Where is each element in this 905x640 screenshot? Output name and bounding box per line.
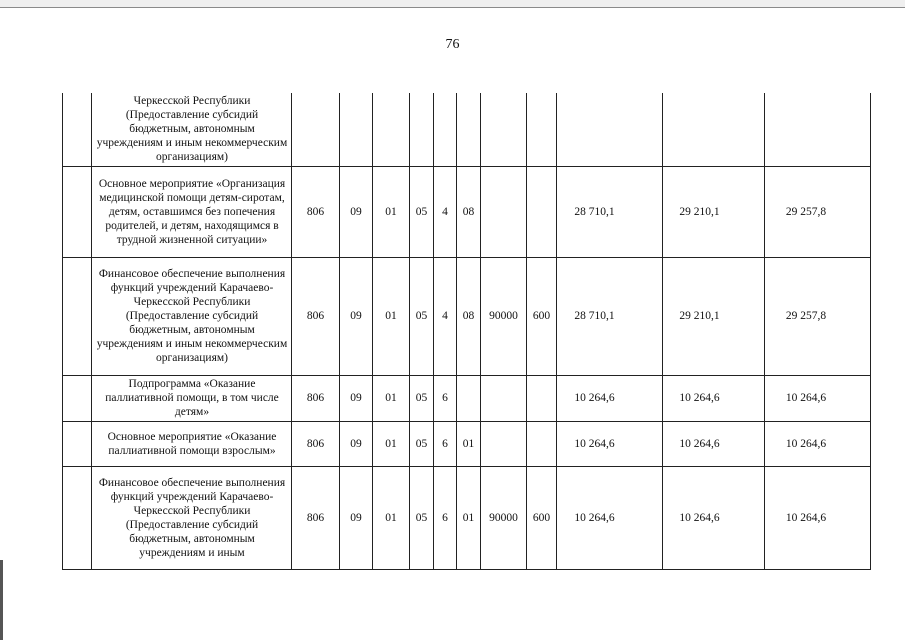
table-row [63, 93, 871, 166]
subsection-cell: 01 [373, 466, 410, 569]
page-number: 76 [445, 37, 460, 52]
subprogram-code-cell: 4 [434, 166, 457, 257]
table-row [63, 421, 871, 466]
row-number-cell [63, 93, 92, 166]
subsection-cell [373, 93, 410, 166]
table-row [63, 257, 871, 375]
ved-cell [292, 93, 340, 166]
section-cell: 09 [340, 466, 373, 569]
direction-code-cell: 90000 [481, 466, 527, 569]
amount-year3-cell: 10 264,6 [765, 466, 871, 569]
amount-year1-cell: 10 264,6 [557, 466, 663, 569]
program-code-cell [410, 93, 434, 166]
program-code-cell: 05 [410, 166, 434, 257]
ved-cell: 806 [292, 166, 340, 257]
subsection-cell: 01 [373, 166, 410, 257]
row-number-cell [63, 166, 92, 257]
row-name-cell: Основное мероприятие «Оказание паллиативной помощи взрослым» [92, 421, 292, 466]
amount-year2-cell: 10 264,6 [663, 466, 765, 569]
expense-type-cell [527, 93, 557, 166]
subprogram-code-cell [434, 93, 457, 166]
activity-code-cell: 08 [457, 257, 481, 375]
amount-year3-cell [765, 93, 871, 166]
subsection-cell: 01 [373, 421, 410, 466]
budget-table [62, 93, 871, 570]
subsection-cell: 01 [373, 375, 410, 421]
amount-year3-cell: 29 257,8 [765, 257, 871, 375]
amount-year2-cell: 10 264,6 [663, 421, 765, 466]
expense-type-cell [527, 375, 557, 421]
ved-cell: 806 [292, 421, 340, 466]
activity-code-cell: 08 [457, 166, 481, 257]
amount-year1-cell: 10 264,6 [557, 375, 663, 421]
ved-cell: 806 [292, 466, 340, 569]
row-name-cell: Финансовое обеспечение выполнения функций учреждений Карачаево-Черкесской Республики (Предоставление субсидий бюджетным, автономным учреждениям и иным некоммерческим организациям) [92, 257, 292, 375]
subprogram-code-cell: 6 [434, 466, 457, 569]
row-name-cell: Подпрограмма «Оказание паллиативной помощи, в том числе детям» [92, 375, 292, 421]
amount-year2-cell [663, 93, 765, 166]
amount-year1-cell [557, 93, 663, 166]
activity-code-cell [457, 93, 481, 166]
scan-top-edge [0, 0, 905, 8]
program-code-cell: 05 [410, 257, 434, 375]
section-cell: 09 [340, 166, 373, 257]
subprogram-code-cell: 6 [434, 421, 457, 466]
table-row [63, 375, 871, 421]
table-row [63, 466, 871, 569]
section-cell [340, 93, 373, 166]
row-number-cell [63, 375, 92, 421]
row-number-cell [63, 257, 92, 375]
amount-year2-cell: 29 210,1 [663, 166, 765, 257]
program-code-cell: 05 [410, 466, 434, 569]
ved-cell: 806 [292, 375, 340, 421]
amount-year1-cell: 10 264,6 [557, 421, 663, 466]
row-number-cell [63, 421, 92, 466]
direction-code-cell [481, 375, 527, 421]
direction-code-cell [481, 93, 527, 166]
subprogram-code-cell: 4 [434, 257, 457, 375]
expense-type-cell: 600 [527, 466, 557, 569]
section-cell: 09 [340, 257, 373, 375]
amount-year2-cell: 29 210,1 [663, 257, 765, 375]
amount-year2-cell: 10 264,6 [663, 375, 765, 421]
row-number-cell [63, 466, 92, 569]
amount-year3-cell: 29 257,8 [765, 166, 871, 257]
activity-code-cell [457, 375, 481, 421]
row-name-cell: Финансовое обеспечение выполнения функций учреждений Карачаево-Черкесской Республики (Предоставление субсидий бюджетным, автономным учреждениям и иным [92, 466, 292, 569]
expense-type-cell: 600 [527, 257, 557, 375]
ved-cell: 806 [292, 257, 340, 375]
row-name-cell: Основное мероприятие «Организация медицинской помощи детям-сиротам, детям, оставшимся без попечения родителей, и детям, находящимся в трудной жизненной ситуации» [92, 166, 292, 257]
amount-year1-cell: 28 710,1 [557, 257, 663, 375]
program-code-cell: 05 [410, 375, 434, 421]
expense-type-cell [527, 166, 557, 257]
section-cell: 09 [340, 375, 373, 421]
expense-type-cell [527, 421, 557, 466]
table-row [63, 166, 871, 257]
program-code-cell: 05 [410, 421, 434, 466]
amount-year3-cell: 10 264,6 [765, 421, 871, 466]
activity-code-cell: 01 [457, 421, 481, 466]
subprogram-code-cell: 6 [434, 375, 457, 421]
direction-code-cell [481, 166, 527, 257]
activity-code-cell: 01 [457, 466, 481, 569]
direction-code-cell [481, 421, 527, 466]
section-cell: 09 [340, 421, 373, 466]
row-name-cell: Черкесской Республики (Предоставление субсидий бюджетным, автономным учреждениям и иным некоммерческим организациям) [92, 93, 292, 166]
scan-left-edge [0, 560, 3, 640]
amount-year1-cell: 28 710,1 [557, 166, 663, 257]
amount-year3-cell: 10 264,6 [765, 375, 871, 421]
direction-code-cell: 90000 [481, 257, 527, 375]
subsection-cell: 01 [373, 257, 410, 375]
